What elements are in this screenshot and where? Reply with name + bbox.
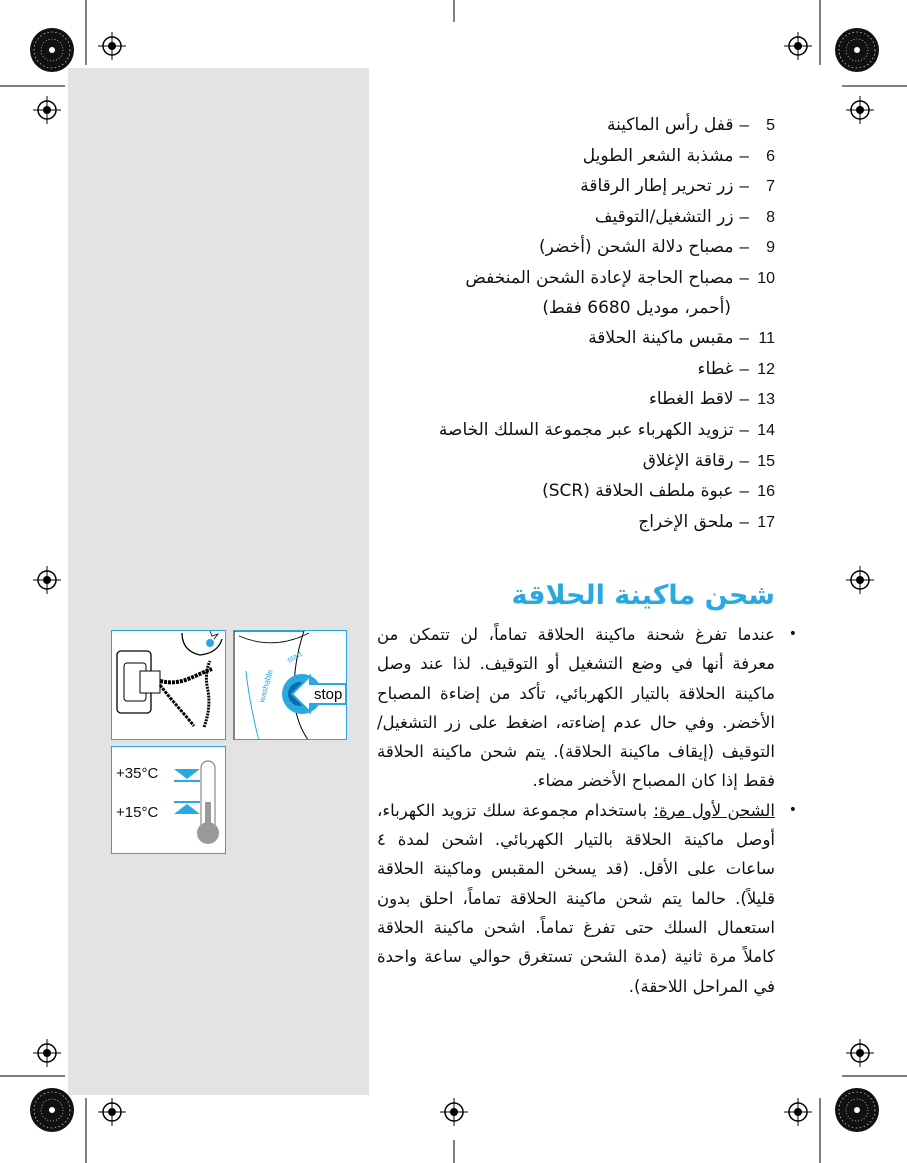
parts-list-item (375, 202, 775, 233)
parts-list-item (375, 323, 775, 354)
part-label: تزويد الكهرباء عبر مجموعة السلك الخاصة (438, 419, 734, 440)
parts-list-item (375, 110, 775, 141)
part-number: 15 (757, 452, 775, 470)
figure-plug-socket (111, 630, 226, 740)
part-dash: – (739, 176, 749, 196)
parts-list-item (375, 141, 775, 172)
part-label: رقاقة الإغلاق (642, 450, 734, 471)
part-label: زر تحرير إطار الرقاقة (580, 176, 734, 197)
part-label: مصباح الحاجة لإعادة الشحن المنخفض (465, 267, 734, 288)
part-label: ملحق الإخراج (638, 511, 734, 532)
part-label: قفل رأس الماكينة (607, 115, 734, 135)
stop-button-illustration (234, 631, 347, 740)
temp-low-label: +15°C (116, 804, 159, 821)
figure-temperature (111, 746, 226, 854)
parts-list-item (375, 171, 775, 202)
figure-stop-button (233, 630, 347, 740)
part-number: 8 (766, 208, 775, 226)
parts-list-item (375, 384, 775, 415)
paragraph-1-text: عندما تفرغ شحنة ماكينة الحلاقة تماماً، لن تتمكن من معرفة أنها في وضع التشغيل أو التوقيف. لذا عند وصل ماكينة الحلاقة بالتيار الكهربائي، تأكد من إضاءة المصباح الأخضر. وفي حال عدم إضاءته، اضغط على زر التشغيل/التوقيف (إيقاف ماكينة الحلاقة). يتم شحن ماكينة الحلاقة فقط إذا كان المصباح الأخضر مضاء. (377, 625, 775, 791)
part-number: 14 (757, 421, 775, 439)
parts-list-item (375, 415, 775, 446)
parts-list (375, 110, 775, 537)
part-dash: – (739, 267, 749, 287)
part-label: مشذبة الشعر الطويل (582, 145, 734, 166)
first-charge-label: الشحن لأول مرة: (653, 800, 776, 820)
part-label: زر التشغيل/التوقيف (594, 206, 734, 227)
part-dash: – (739, 206, 749, 226)
part-dash: – (739, 389, 749, 409)
thermometer-illustration (112, 747, 226, 854)
part-dash: – (739, 328, 749, 348)
part-number: 13 (757, 391, 775, 409)
part-number: 16 (757, 483, 775, 501)
part-label: مصباح دلالة الشحن (أخضر) (539, 237, 734, 258)
paragraph-2-text: باستخدام مجموعة سلك تزويد الكهرباء، أوصل ماكينة الحلاقة بالتيار الكهربائي. اشحن لمدة ٤ ساعات على الأقل. (قد يسخن المقبس وماكينة الحلاقة قليلاً). حالما يتم شحن ماكينة الحلاقة تماماً، احلق بدون استعمال السلك حتى تفرغ تماماً. اشحن ماكينة الحلاقة كاملاً مرة ثانية (مدة الشحن تستغرق حوالي ساعة واحدة في المراحل اللاحقة). (377, 800, 775, 996)
parts-list-item (375, 476, 775, 507)
section-body (377, 620, 797, 1001)
part-number: 7 (766, 178, 775, 196)
part-number: 12 (757, 360, 775, 378)
parts-list-item (375, 507, 775, 538)
start-text: start (285, 649, 304, 665)
part-dash: – (739, 237, 749, 257)
charge-light-icon (206, 639, 214, 647)
part-dash: – (739, 511, 749, 531)
parts-list-item (375, 354, 775, 385)
bullet-paragraph-2 (377, 796, 797, 1001)
part-dash: – (739, 481, 749, 501)
bullet-paragraph-1 (377, 620, 797, 796)
part-label: مقبس ماكينة الحلاقة (588, 328, 734, 349)
section-heading: شحن ماكينة الحلاقة (511, 580, 775, 611)
washable-text: washable (257, 668, 275, 704)
arrow-up-icon (174, 804, 200, 814)
parts-list-item (375, 446, 775, 477)
part-label: غطاء (697, 358, 734, 379)
part-dash: – (739, 358, 749, 378)
part-dash: – (739, 115, 749, 134)
part-number: 17 (757, 513, 775, 531)
part-number: 6 (766, 147, 775, 165)
temp-high-label: +35°C (116, 765, 159, 782)
part-number: 11 (758, 330, 775, 348)
parts-list-item (375, 263, 775, 294)
part-dash: – (739, 419, 749, 439)
part-dash: – (739, 450, 749, 470)
part-label: عبوة ملطف الحلاقة (SCR) (542, 481, 734, 502)
plug-socket-illustration (112, 631, 226, 740)
part-dash: – (739, 145, 749, 165)
bullet-icon: • (788, 801, 797, 818)
part-number: 10 (757, 269, 775, 287)
arrow-down-icon (174, 769, 200, 779)
part-number: 9 (766, 239, 775, 257)
part-label: لاقط الغطاء (648, 389, 734, 410)
parts-list-item-continuation: (أحمر، موديل 6680 فقط) (542, 297, 731, 318)
parts-list-item (375, 232, 775, 263)
part-number: 5 (766, 117, 775, 134)
figure-side-panel (68, 68, 369, 1095)
stop-label: stop (314, 686, 343, 703)
bullet-icon: • (788, 626, 797, 642)
